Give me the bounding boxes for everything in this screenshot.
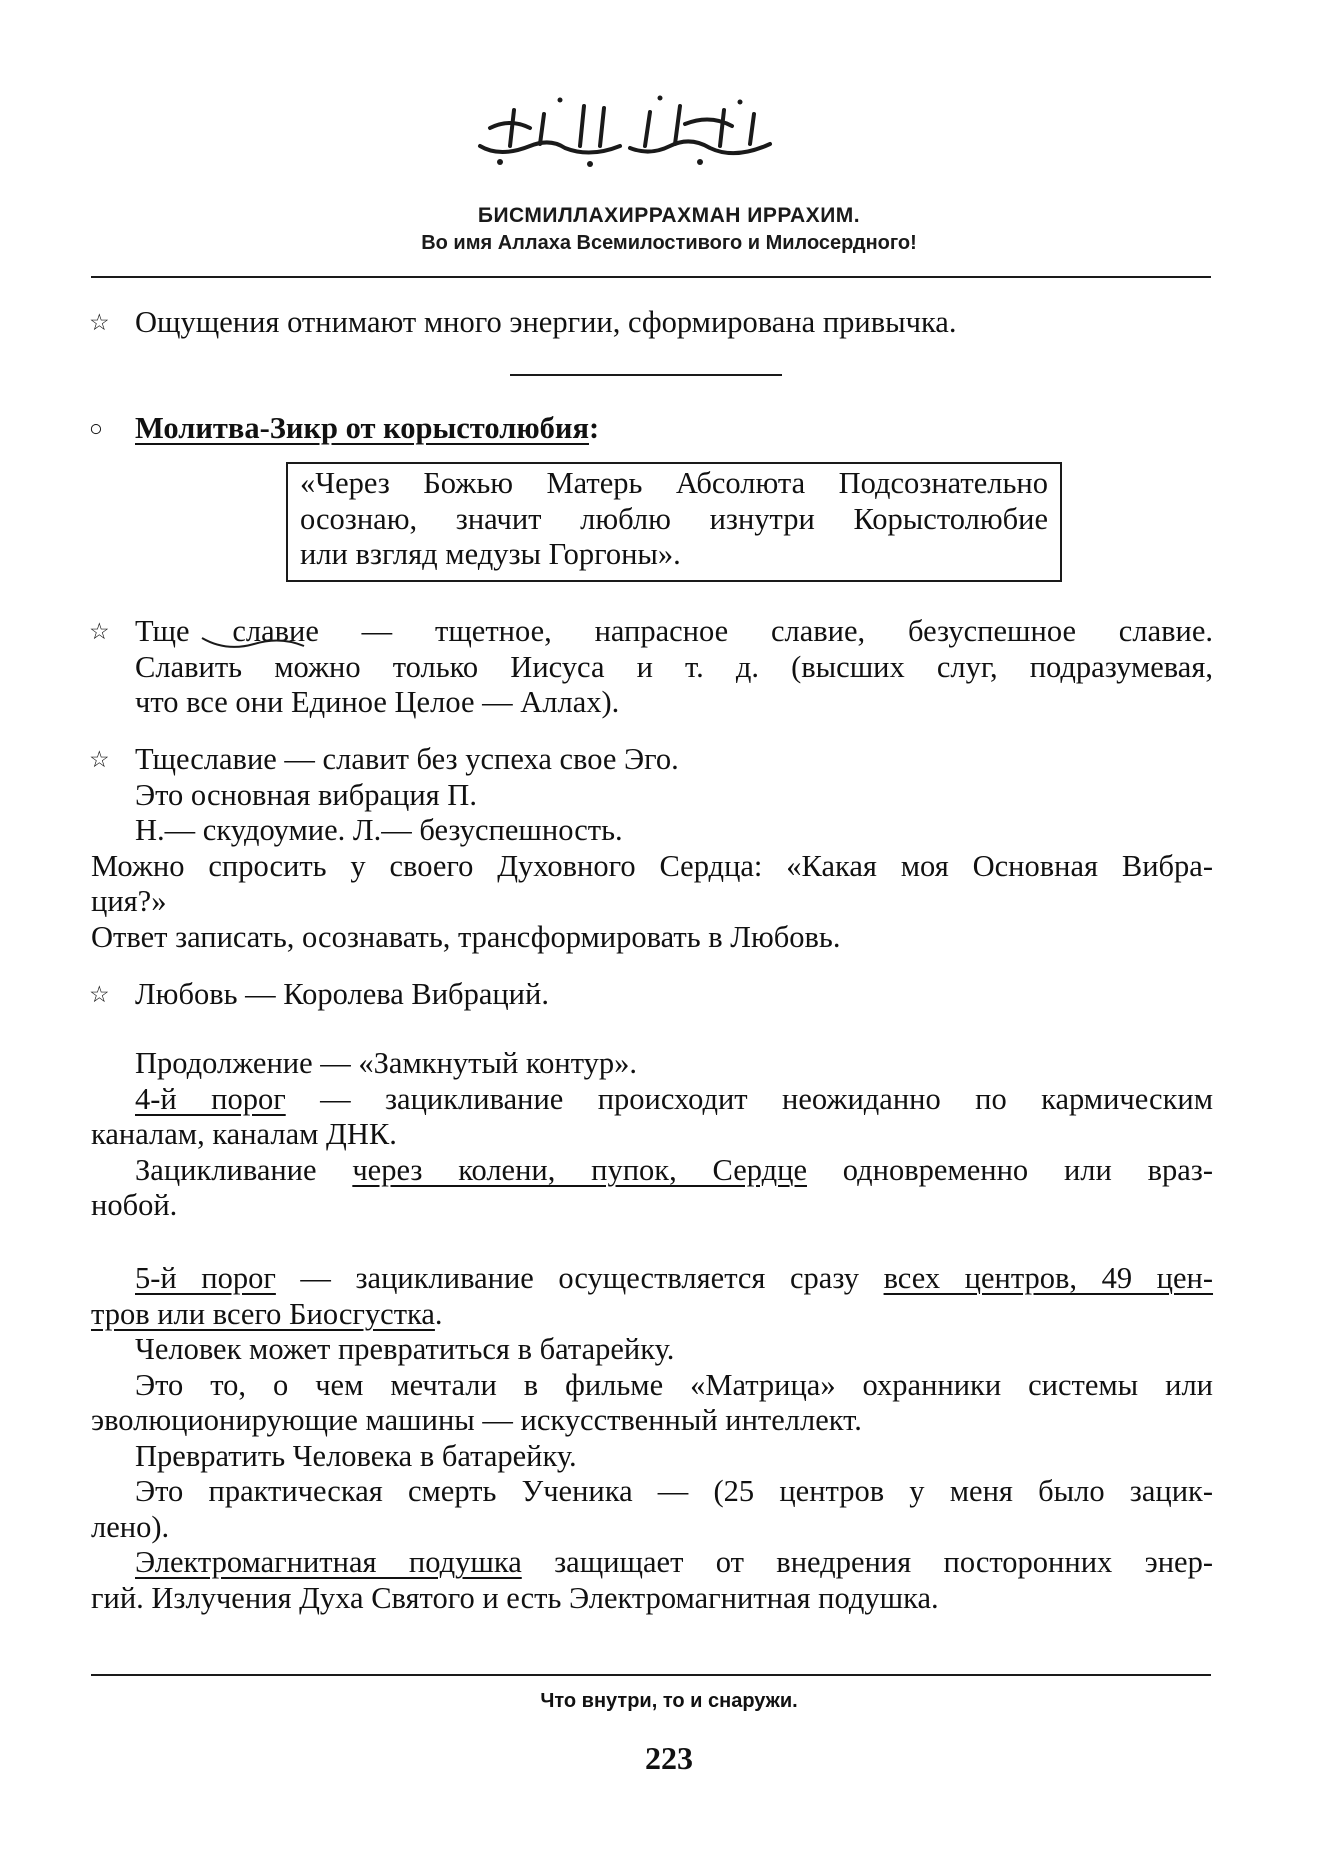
prayer-line-2: осознаю, значит люблю изнутри Корыстолюбие xyxy=(300,501,1048,536)
slavie-word: славие xyxy=(232,614,319,648)
paragraph-vanity xyxy=(91,742,1213,955)
threshold-4-line xyxy=(91,1082,1213,1118)
threshold-5-underlined-2: тров или всего Биосгустка xyxy=(91,1296,435,1331)
threshold-5-text: — зацикливание осуществляется сразу xyxy=(275,1261,884,1295)
em-underlined: Электромагнитная подушка xyxy=(135,1545,522,1579)
paragraph-love xyxy=(91,977,1213,1013)
prayer-colon: : xyxy=(588,411,600,445)
header-title: БИСМИЛЛАХИРРАХМАН ИРРАХИМ. xyxy=(477,204,861,227)
threshold-4-text: — зацикливание происходит неожиданно по кармическим xyxy=(285,1081,1214,1116)
battery-line-2: Превратить Человека в батарейку. xyxy=(135,1438,577,1473)
star-icon: ☆ xyxy=(89,619,110,644)
looping-underlined: через колени, пупок, Сердце xyxy=(352,1152,807,1187)
vanity-line-4: Можно спросить у своего Духовного Сердца: «Какая моя Основная Вибра- xyxy=(91,848,1213,883)
vanity-line-2: Это основная вибрация П. xyxy=(135,777,477,812)
threshold-5-underlined-1: всех центров, 49 цен- xyxy=(883,1261,1214,1295)
star-icon: ☆ xyxy=(89,310,110,335)
page-number: 223 xyxy=(645,1740,693,1776)
paragraph-tshche xyxy=(91,614,1213,721)
energy-text: Ощущения отнимают много энергии, сформирована привычка. xyxy=(135,305,957,339)
death-line-2: лено). xyxy=(91,1509,170,1544)
prayer-box-text xyxy=(300,466,1048,573)
cont-line-1: Продолжение — «Замкнутый контур». xyxy=(135,1046,638,1080)
machines-line: эволюционирующие машины — искусственный интеллект. xyxy=(91,1403,862,1437)
threshold-5-line-2 xyxy=(91,1297,1213,1333)
tshche-line-3: что все они Единое Целое — Аллах). xyxy=(135,685,620,719)
swoosh-mark xyxy=(198,634,308,652)
looping-start: Зацикливание xyxy=(135,1152,353,1187)
prayer-title: Молитва-Зикр от корыстолюбия xyxy=(135,411,589,445)
prayer-line-3: или взгляд медузы Горгоны». xyxy=(300,537,681,571)
tshche-word: Тще xyxy=(135,614,190,648)
star-icon: ☆ xyxy=(89,747,110,772)
threshold-5-line xyxy=(91,1261,1213,1297)
paragraph-energy xyxy=(91,305,1213,341)
love-text: Любовь — Королева Вибраций. xyxy=(135,977,549,1011)
threshold-4-line-2: каналам, каналам ДНК. xyxy=(91,1117,397,1151)
threshold-4-label: 4-й порог xyxy=(135,1081,286,1116)
footer-motto: Что внутри, то и снаружи. xyxy=(540,1690,798,1712)
bismillah-calligraphy xyxy=(470,88,790,170)
paragraph-threshold-5 xyxy=(91,1261,1213,1616)
em-line xyxy=(91,1545,1213,1581)
vanity-line-6: Ответ записать, осознавать, трансформировать в Любовь. xyxy=(91,919,841,954)
threshold-5-label: 5-й порог xyxy=(135,1261,276,1295)
paragraph-continuation xyxy=(91,1046,1213,1224)
circle-icon: ○ xyxy=(89,416,103,441)
em-rest: защищает от внедрения посторонних энер- xyxy=(521,1545,1214,1579)
vanity-line-3: Н.— скудоумие. Л.— безуспешность. xyxy=(135,813,623,847)
vanity-line-5: ция?» xyxy=(91,884,167,918)
looping-line-2: нобой. xyxy=(91,1188,178,1222)
death-line: Это практическая смерть Ученика — (25 центров у меня было зацик- xyxy=(135,1474,1213,1508)
star-icon: ☆ xyxy=(89,982,110,1007)
short-divider xyxy=(510,374,782,376)
matrix-line: Это то, о чем мечтали в фильме «Матрица» охранники системы или xyxy=(135,1367,1213,1402)
tshche-definition: — тщетное, напрасное славие, безуспешное славие. xyxy=(318,614,1213,648)
em-line-2: гий. Излучения Духа Святого и есть Электромагнитная подушка. xyxy=(91,1580,939,1615)
battery-line-1: Человек может превратиться в батарейку. xyxy=(135,1332,675,1366)
looping-line xyxy=(91,1153,1213,1189)
vanity-line-1: Тщеславие — славит без успеха свое Эго. xyxy=(135,742,679,776)
prayer-line-1: «Через Божью Матерь Абсолюта Подсознательно xyxy=(300,466,1048,500)
bottom-divider xyxy=(91,1674,1211,1676)
top-divider xyxy=(91,276,1211,278)
looping-rest: одновременно или враз- xyxy=(806,1152,1213,1187)
prayer-heading xyxy=(91,411,1213,447)
threshold-5-end: . xyxy=(434,1296,443,1331)
header-subtitle: Во имя Аллаха Всемилостивого и Милосердного! xyxy=(421,232,917,254)
tshche-line-2: Славить можно только Иисуса и т. д. (высших слуг, подразумевая, xyxy=(135,649,1213,684)
